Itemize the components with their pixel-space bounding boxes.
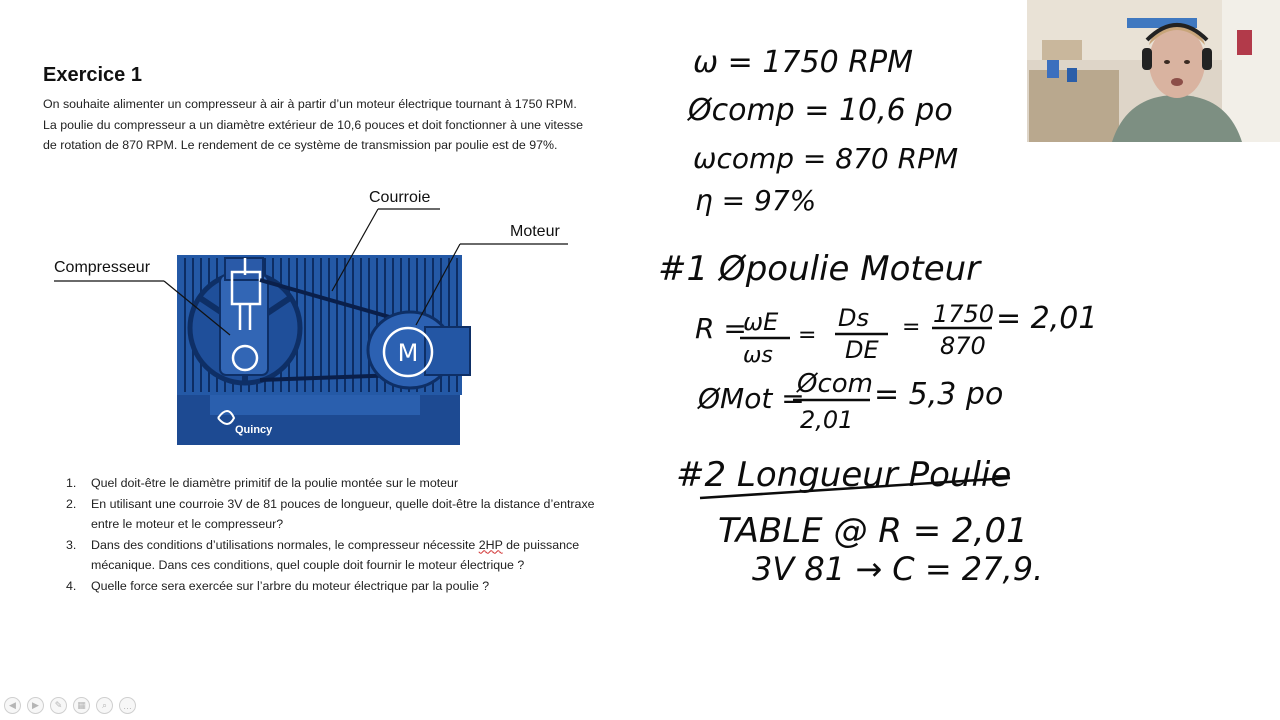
more-icon[interactable]: … [119, 697, 136, 714]
statement-line-2: La poulie du compresseur a un diamètre extérieur de 10,6 pouces et doit fonctionner à une vitesse [43, 117, 584, 132]
question-text-tail: de puissance [502, 537, 580, 552]
svg-text:=: = [902, 315, 921, 340]
note-eta: η = 97% [695, 184, 817, 217]
presenter-video [1027, 0, 1280, 142]
question-text-cont: entre le moteur et le compresseur? [91, 517, 284, 531]
webcam-overlay [1027, 0, 1280, 142]
question-item [66, 535, 656, 576]
compressor-figure [40, 180, 600, 450]
note-omega: ω = 1750 RPM [693, 45, 914, 80]
question-text: Quel doit-être le diamètre primitif de la poulie montée sur le moteur [91, 476, 459, 490]
slideshow-toolbar [4, 697, 136, 717]
note-omega-comp: ωcomp = 870 RPM [693, 142, 959, 175]
motor-mark: M [397, 339, 419, 367]
note-ratio-den: 870 [940, 332, 986, 360]
question-item [66, 576, 656, 597]
slides-icon[interactable]: ▦ [73, 697, 90, 714]
note-heading-1: #1 Øpoulie Moteur [658, 249, 981, 289]
prev-icon[interactable]: ◀ [4, 697, 21, 714]
question-item [66, 494, 656, 535]
label-compresseur: Compresseur [54, 259, 151, 276]
note-phi-comp: Øcomp = 10,6 po [688, 93, 953, 128]
statement-line-1: On souhaite alimenter un compresseur à air à partir d’un moteur électrique tournant à 1750 RPM. [43, 97, 577, 111]
note-ratio-result: = 2,01 [996, 301, 1098, 336]
label-moteur: Moteur [510, 223, 560, 240]
question-number: 3. [66, 537, 77, 552]
note-table: TABLE @ R = 2,01 [718, 511, 1028, 551]
note-phi-den: 2,01 [800, 406, 854, 434]
svg-text:=: = [798, 323, 817, 348]
note-heading-2: #2 Longueur Poulie [676, 455, 1012, 495]
next-icon[interactable]: ▶ [27, 697, 44, 714]
zoom-icon[interactable]: ⌕ [96, 697, 113, 714]
question-text-cont: mécanique. Dans ces conditions, quel couple doit fournir le moteur électrique ? [91, 558, 525, 572]
note-phi-result: = 5,3 po [874, 377, 1004, 412]
brand-logo: Quincy [235, 424, 273, 436]
note-ratio-label: R = [695, 312, 747, 345]
exercise-statement [43, 94, 643, 156]
note-ratio-we: ωE [743, 308, 779, 336]
label-courroie: Courroie [369, 189, 431, 206]
note-ratio-num: 1750 [933, 300, 995, 328]
note-phi-mot: ØMot = [698, 382, 805, 415]
compressor-illustration [40, 180, 600, 450]
question-item [66, 473, 656, 494]
statement-line-3: de rotation de 870 RPM. Le rendement de ce système de transmission par poulie est de 97%. [43, 138, 558, 152]
question-number: 4. [66, 578, 77, 593]
note-ratio-ws: ωs [743, 343, 773, 368]
question-text: En utilisant une courroie 3V de 81 pouces de longueur, quelle doit-être la distance d’entraxe [91, 496, 595, 511]
exercise-title: Exercice 1 [43, 64, 142, 86]
question-list [66, 473, 656, 596]
note-belt: 3V 81 → C = 27,9. [752, 550, 1044, 588]
question-number: 2. [66, 496, 77, 511]
note-phi-num: Øcom [797, 369, 873, 399]
question-text: Dans des conditions d’utilisations normales, le compresseur nécessite [91, 537, 479, 552]
note-ratio-de: DE [845, 336, 879, 364]
question-number: 1. [66, 476, 77, 490]
pen-icon[interactable]: ✎ [50, 697, 67, 714]
note-ratio-ds: Ds [838, 304, 869, 332]
spellcheck-word: 2HP [478, 537, 503, 552]
question-text: Quelle force sera exercée sur l’arbre du moteur électrique par la poulie ? [91, 578, 490, 593]
